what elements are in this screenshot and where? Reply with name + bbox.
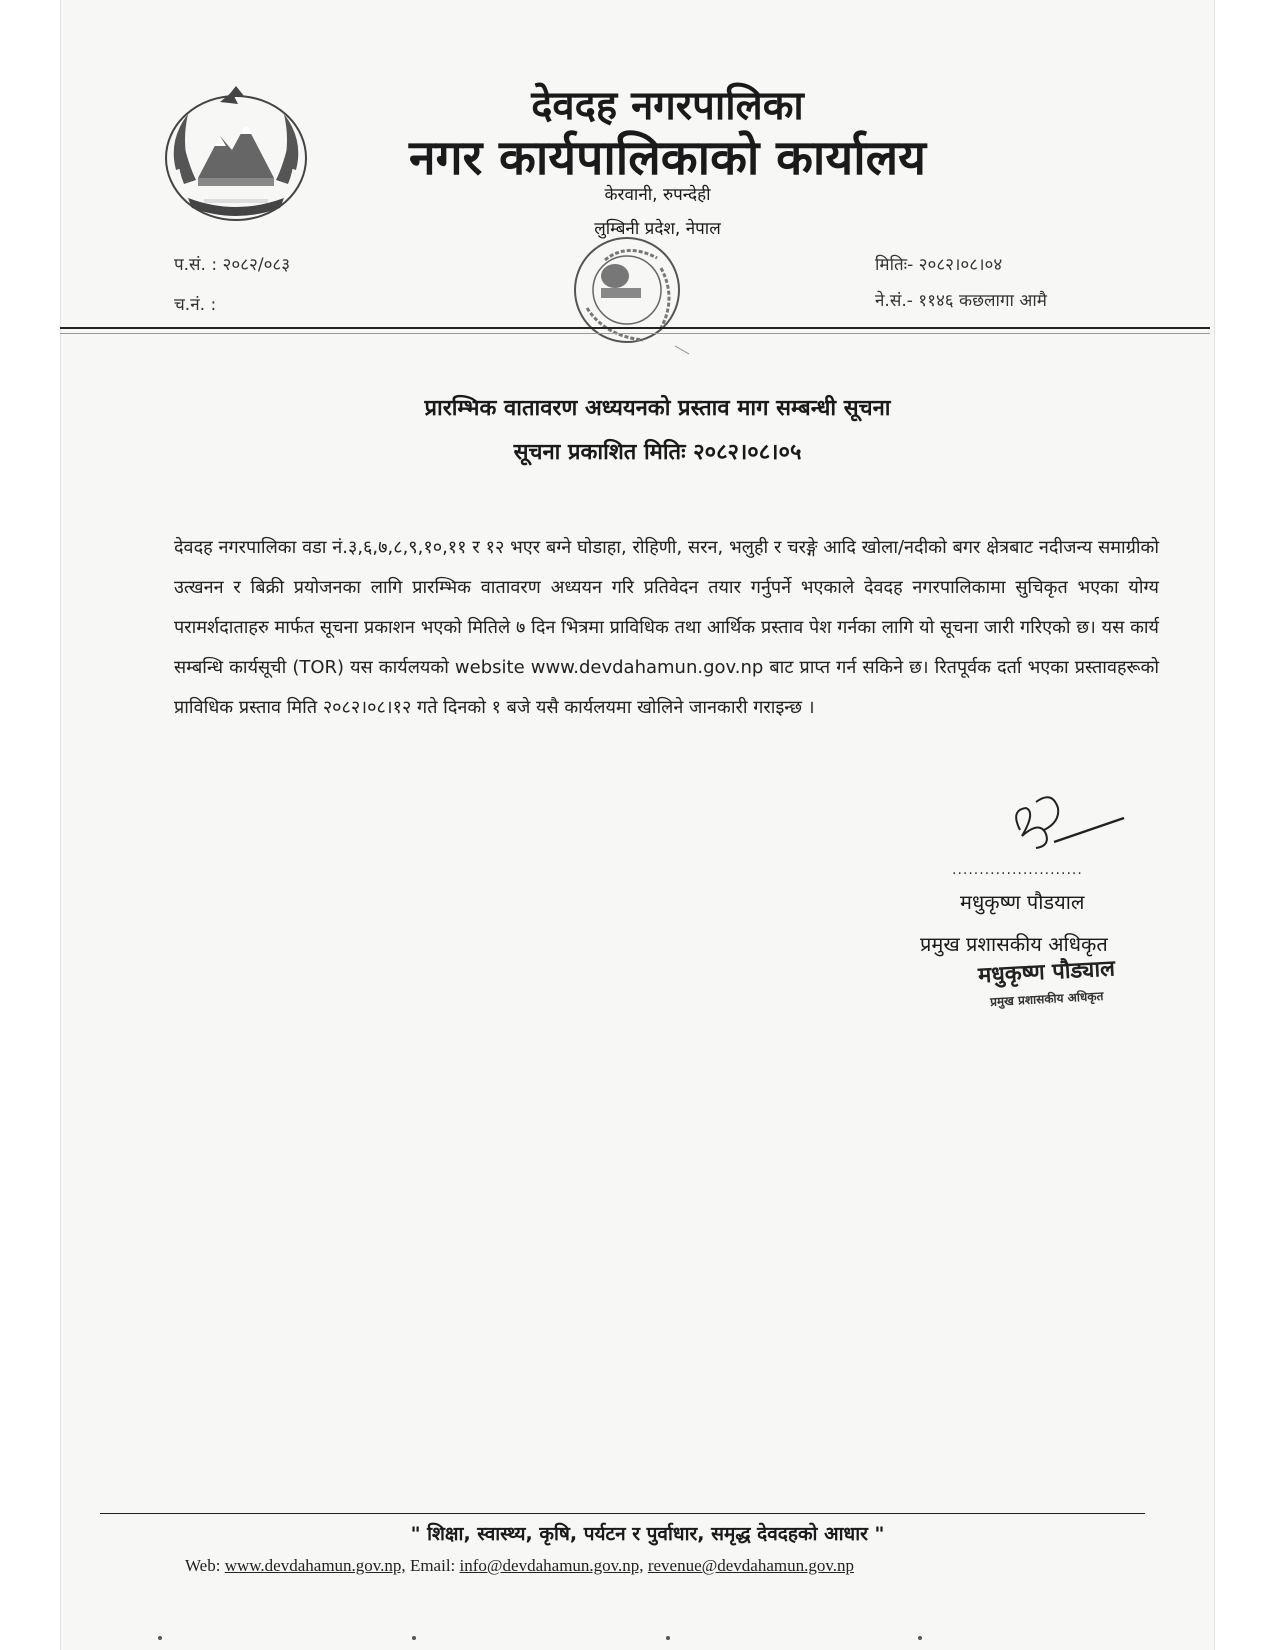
scan-edge-left [60,0,61,1650]
signatory-title: प्रमुख प्रशासकीय अधिकृत [920,932,1108,956]
scan-mark [412,1636,416,1640]
footer-contact [185,1556,854,1576]
org-name-line2: नगर कार्यपालिकाको कार्यालय [408,130,927,186]
footer-divider [100,1513,1145,1514]
email-label: Email: [409,1556,456,1575]
website-link[interactable]: www.devdahamun.gov.np, [224,1556,406,1575]
email-link-revenue[interactable]: revenue@devdahamun.gov.np [647,1556,855,1575]
notice-title: प्रारम्भिक वातावरण अध्ययनको प्रस्ताव माग सम्बन्धी सूचना [424,396,891,421]
scan-mark [158,1636,162,1640]
nepal-sambat-date: ने.सं.- ११४६ कछलागा आमै [875,291,1047,311]
header-divider-thin [60,333,1210,334]
signature-icon [1000,790,1130,870]
scan-edge-right [1214,0,1215,1650]
scan-mark [918,1636,922,1640]
web-label: Web: [185,1556,221,1575]
address-line1: केरवानी, रुपन्देही [604,185,711,205]
signature-line: ........................ [952,862,1083,878]
notice-published-date: सूचना प्रकाशित मितिः २०८२।०८।०५ [513,440,802,465]
notice-body: देवदह नगरपालिका वडा नं.३,६,७,८,९,१०,११ र १२ भएर बग्ने घोडाहा, रोहिणी, सरन, भलुही र चरङ्गे आदि खोला/नदीको बगर क्षेत्रबाट नदीजन्य समाग्रीको उत्खनन र बिक्री प्रयोजनका लागि प्रारम्भिक वातावरण अध्ययन गरि प्रतिवेदन तयार गर्नुपर्ने भएकाले देवदह नगरपालिकामा सुचिकृत भएका योग्य परामर्शदाताहरु मार्फत सूचना प्रकाशन भएको मितिले ७ दिन भित्रमा प्राविधिक तथा आर्थिक प्रस्ताव पेश गर्नका लागि यो सूचना जारी गरिएको छ। यस कार्य सम्बन्धि कार्यसूची (TOR) यस कार्यलयको website www.devdahamun.gov.np बाट प्राप्त गर्न सकिने छ। रितपूर्वक दर्ता भएका प्रस्तावहरूको प्राविधिक प्रस्ताव मिति २०८२।०८।१२ गते दिनको १ बजे यसै कार्यलयमा खोलिने जानकारी गराइन्छ । [174,537,1159,718]
scan-mark [666,1636,670,1640]
title-stamp: प्रमुख प्रशासकीय अधिकृत [989,989,1104,1009]
email-link-info[interactable]: info@devdahamun.gov.np, [459,1556,644,1575]
reference-number: प.सं. : २०८२/०८३ [174,255,291,275]
office-seal-icon [565,228,715,358]
name-stamp: मधुकृष्ण पौड्याल [977,956,1116,989]
dispatch-number: च.नं. : [174,295,217,315]
header-divider [60,327,1210,329]
letter-date: मितिः- २०८२।०८।०४ [875,255,1003,275]
footer-motto: " शिक्षा, स्वास्थ्य, कृषि, पर्यटन र पुर्वाधार, समृद्ध देवदहको आधार " [410,1523,885,1545]
signatory-name: मधुकृष्ण पौडयाल [960,890,1085,914]
org-name-line1: देवदह नगरपालिका [531,83,804,129]
address-line2: लुम्बिनी प्रदेश, नेपाल [594,219,721,239]
